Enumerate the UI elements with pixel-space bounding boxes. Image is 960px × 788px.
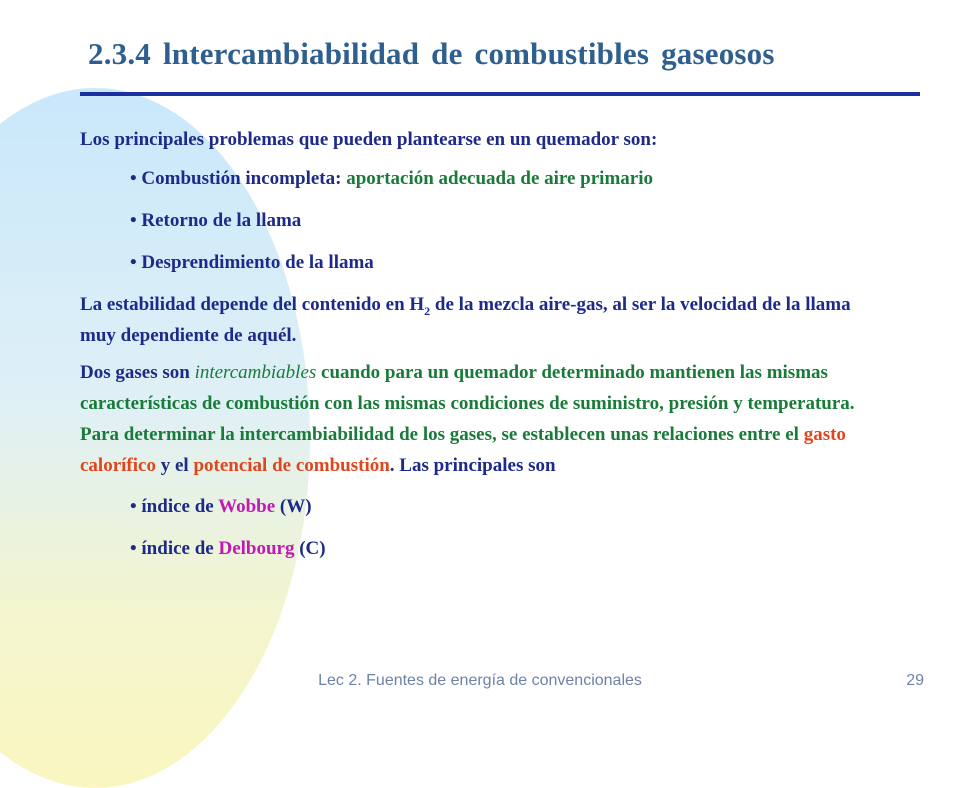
bullet-index-name: Delbourg [218, 538, 295, 559]
bullet-label: • Desprendimiento de la llama [130, 252, 374, 273]
para2-text-3: y el [155, 455, 194, 476]
intro-text: Los principales problemas que pueden plantearse en un quemador son: [80, 129, 658, 150]
stability-text-2: de la mezcla aire-gas, al ser la velocidad de la llama muy dependiente de aquél. [80, 294, 851, 346]
interchangeability-paragraph [80, 357, 870, 481]
bullet-prefix: • índice de [130, 496, 219, 517]
bullet-detail: aportación adecuada de aire primario [346, 168, 653, 189]
bullet-suffix: (C) [294, 538, 326, 559]
bullet-retorno [130, 205, 870, 236]
bullet-suffix: (W) [275, 496, 312, 517]
slide-title: 2.3.4 lntercambiabilidad de combustibles gaseosos [88, 36, 775, 71]
bullet-label: • Combustión incompleta: [130, 168, 347, 189]
para2-italic-term: intercambiables [194, 362, 317, 383]
bullet-wobbe [130, 491, 870, 522]
bullet-label: • Retorno de la llama [130, 210, 302, 231]
bullet-prefix: • índice de [130, 538, 219, 559]
para2-text-2: cuando para un quemador determinado mantienen las mismas características de combustión con las mismas condiciones de suministro, presión y temperatura. Para determinar la intercambiabilidad de los gases, se establecen unas relaciones entre el [80, 362, 855, 445]
stability-paragraph [80, 289, 870, 351]
para2-text-4: . Las principales son [389, 455, 556, 476]
slide-content [80, 124, 870, 575]
stability-text-1: La estabilidad depende del contenido en H [80, 294, 425, 315]
bullet-combustion [130, 163, 870, 194]
para2-text-1: Dos gases son [80, 362, 195, 383]
footer-text: Lec 2. Fuentes de energía de convencionales [318, 672, 642, 689]
page-number: 29 [906, 672, 924, 689]
bullet-index-name: Wobbe [218, 496, 276, 517]
bullet-delbourg [130, 533, 870, 564]
para2-term-gasto: gasto calorífico [80, 424, 846, 476]
para2-term-potencial: potencial de combustión [193, 455, 390, 476]
bullet-desprendimiento [130, 247, 870, 278]
stability-subscript: 2 [424, 303, 431, 318]
title-underline [80, 92, 920, 96]
